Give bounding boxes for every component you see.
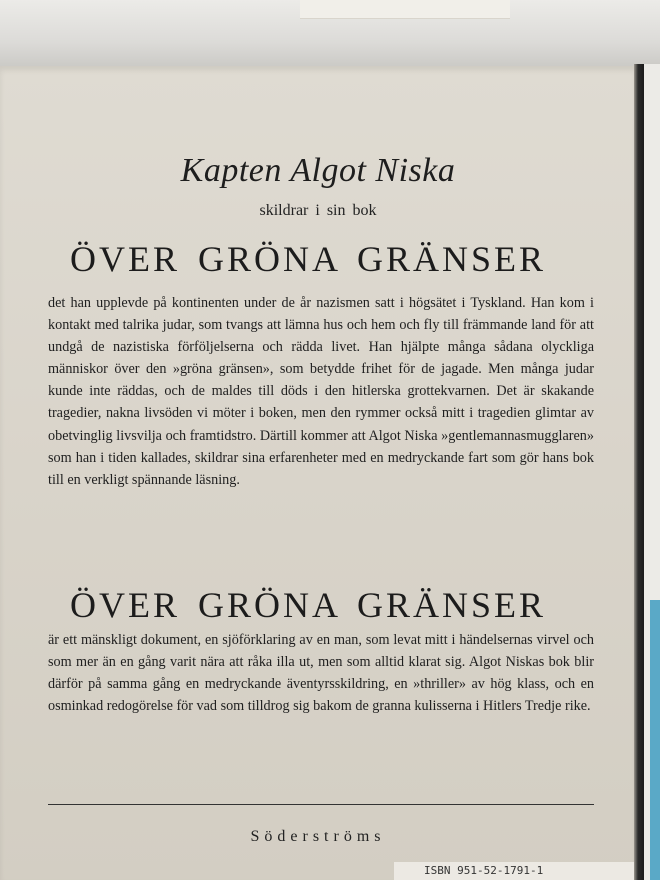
book-back-cover [0, 66, 636, 880]
blue-cover-edge [650, 600, 660, 880]
paragraph-2: är ett mänskligt dokument, en sjöförklaring av en man, som levat mitt i händelsernas virvel och som mer än en gång varit nära att råka illa ut, men som alltid klarat sig. Algot Niskas bok blir därför på samma gång en medryckande äventyrsskildring, en »thriller» av hög klass, och en osminkad redogörelse för vad som tilldrog sig bakom de granna kulisserna i Hitlers Tredje rike. [48, 632, 594, 715]
book-title-top: ÖVER GRÖNA GRÄNSER [69, 239, 547, 279]
paragraph-1: det han upplevde på kontinenten under de år nazismen satt i högsätet i Tyskland. Han kom i kontakt med talrika judar, som tvangs att lämna hus och hem och fly till främmande land för att undgå de nazistiska förföljelserna och rädda livet. Han hjälpte många sådana olyckliga människor över den »gröna gränsen», som betydde frihet för de jagade. Men många judar kunde inte räddas, och de maldes till döds i den hitlerska grottekvarnen. Det är skakande tragedier, nakna livsöden vi möter i boken, men den rymmer också mitt i tragedien glimtar av obetvinglig livsvilja och framtidstro. Därtill kommer att Algot Niska »gentlemannasmugglaren» som han i tiden kallades, skildrar sina erfarenheter med en medryckande fart som gör hans bok till en verkligt spännande läsning. [48, 295, 594, 488]
book-title-middle: ÖVER GRÖNA GRÄNSER [69, 585, 547, 625]
intro-line: skildrar i sin bok [259, 202, 377, 219]
divider-rule [48, 804, 594, 805]
paper-scrap [300, 0, 510, 19]
isbn-label: ISBN 951-52-1791-1 [394, 862, 634, 880]
author-heading: Kapten Algot Niska [180, 152, 456, 189]
book-spine-edge [634, 64, 644, 880]
publisher-name: Söderströms [250, 828, 386, 845]
